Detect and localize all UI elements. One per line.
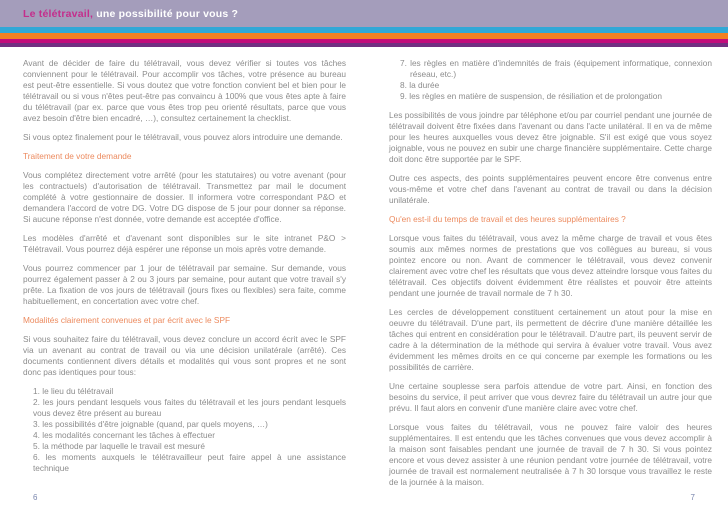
paragraph: Une certaine souplesse sera parfois attendue de votre part. Ainsi, en fonction des besoins du service, il peut arriver que vous devrez faire du télétravail un autre jour que prévu. Il faut alors en convenir d'une manière claire avec votre chef. bbox=[389, 381, 712, 413]
paragraph: Si vous souhaitez faire du télétravail, vous devez conclure un accord écrit avec le SPF via un avenant au contrat de travail ou via une décision unilatérale (arrêté). Ces documents contiennent divers détails et modalités qui vous sont propres et ne sont donc pas identiques pour tous: bbox=[23, 334, 346, 377]
paragraph: Vous pourrez commencer par 1 jour de télétravail par semaine. Sur demande, vous pourrez également passer à 2 ou 3 jours par semaine, pour autant que votre travail s'y prête. La fixation de vos jours de télétravail (jours fixes ou flexibles) sera faite, comme habituellement, en concertation avec votre chef. bbox=[23, 263, 346, 306]
section-heading: Qu'en est-il du temps de travail et des heures supplémentaires ? bbox=[389, 214, 626, 224]
paragraph: Les possibilités de vous joindre par téléphone et/ou par courriel pendant une journée de télétravail doivent être fixées dans l'avenant ou dans l'acte unilatéral. Il en va de même pour les heures auxquelles vous devez être joignable. S'il est exigé que vous soyez joignable, vous ne pouvez en subir une charge financière supplémentaire. Cette charge doit donc être supportée par le SPF. bbox=[389, 110, 712, 164]
page-content bbox=[0, 47, 728, 496]
section-heading: Modalités clairement convenues et par écrit avec le SPF bbox=[23, 315, 231, 325]
numbered-list bbox=[400, 58, 712, 102]
page-number-left: 6 bbox=[33, 493, 38, 502]
page-number-right: 7 bbox=[690, 493, 695, 502]
paragraph: Lorsque vous faites du télétravail, vous avez la même charge de travail et vous êtes soumis aux mêmes normes de prestations que vos collègues au bureau, si vous pointez encore ou non. Avant de commencer le télétravail, vous devez convenir clairement avec votre chef les résultats que vous devez atteindre lorsque vous faites du télétravail. Ces objectifs doivent évidemment être réalistes et pouvoir être atteints pendant une journée de travail normale de 7 h 30. bbox=[389, 233, 712, 298]
paragraph: Lorsque vous faites du télétravail, vous ne pouvez faire valoir des heures supplémentaires. Il est entendu que les tâches convenues que vous devez accomplir à la maison sont faisables pendant une journée de travail de 7 h 30. Si vous pointez encore et vous devez assister à une réunion pendant votre journée de télétravail, votre journée de travail est normalement neutralisée à 7 h 30 lorsque vous travaillez le reste de la journée à la maison. bbox=[389, 422, 712, 487]
right-page-column bbox=[389, 58, 712, 496]
list-item: 6. les moments auxquels le télétravailleur peut faire appel à une assistance technique bbox=[33, 452, 346, 473]
page-header-band bbox=[0, 0, 728, 27]
list-item: 8. la durée bbox=[400, 80, 440, 90]
list-item: 1. le lieu du télétravail bbox=[33, 386, 114, 396]
list-item: 7. les règles en matière d'indemnités de frais (équipement informatique, connexion réseau, etc.) bbox=[400, 58, 712, 79]
page-title bbox=[23, 8, 238, 20]
list-item: 9. les règles en matière de suspension, de résiliation et de prolongation bbox=[400, 91, 662, 101]
list-item: 3. les possibilités d'être joignable (quand, par quels moyens, …) bbox=[33, 419, 268, 429]
paragraph: Si vous optez finalement pour le télétravail, vous pouvez alors introduire une demande. bbox=[23, 132, 343, 142]
list-item: 2. les jours pendant lesquels vous faites du télétravail et les jours pendant lesquels vous devez être présent au bureau bbox=[33, 397, 346, 418]
page-title-highlight: Le télétravail, bbox=[23, 7, 94, 20]
paragraph: Outre ces aspects, des points supplémentaires peuvent encore être convenus entre vous-même et votre chef dans l'avenant au contrat de travail ou dans la décision unilatérale. bbox=[389, 173, 712, 205]
paragraph: Avant de décider de faire du télétravail, vous devez vérifier si toutes vos tâches conviennent pour le télétravail. Pour accomplir vos tâches, votre présence au bureau est peut-être essentielle. Si vous doutez que votre fonction convient bel et bien pour le télétravail ou si vous n'êtes peut-être pas convaincu à 100% que vous êtes apte à faire du télétravail (par ex. parce que vous êtes trop peu orienté résultats, parce que vous avez besoin d'être bien encadré, …), consultez certainement la checklist. bbox=[23, 58, 346, 123]
section-heading: Traitement de votre demande bbox=[23, 151, 132, 161]
left-page-column bbox=[23, 58, 346, 496]
paragraph: Vous complétez directement votre arrêté (pour les statutaires) ou votre avenant (pour les contractuels) d'autorisation de télétravail. Transmettez par mail le document complété à votre gestionnaire de dossier. Il informera votre correspondant P&O et demandera l'accord de votre DG. Votre DG dispose de 5 jour pour donner sa réponse. Si aucune réponse n'est donnée, votre demande est acceptée d'office. bbox=[23, 170, 346, 224]
list-item: 4. les modalités concernant les tâches à effectuer bbox=[33, 430, 216, 440]
page-title-rest: une possibilité pour vous ? bbox=[93, 7, 239, 20]
paragraph: Les cercles de développement constituent certainement un atout pour la mise en oeuvre du télétravail. D'une part, ils permettent de décrire d'une manière détaillée les tâches qui entrent en considération pour le télétravail. D'autre part, ils peuvent servir de cadre à la détermination de la méthode qui servira à évaluer votre travail. Vous avez évidemment les mêmes droits en ce qui concerne par exemple les formations ou les possibilités de carrière. bbox=[389, 307, 712, 372]
numbered-list bbox=[33, 386, 346, 474]
paragraph: Les modèles d'arrêté et d'avenant sont disponibles sur le site intranet P&O > Télétravail. Vous pourrez déjà espérer une réponse un mois après votre demande. bbox=[23, 233, 346, 254]
list-item: 5. la méthode par laquelle le travail est mesuré bbox=[33, 441, 206, 451]
